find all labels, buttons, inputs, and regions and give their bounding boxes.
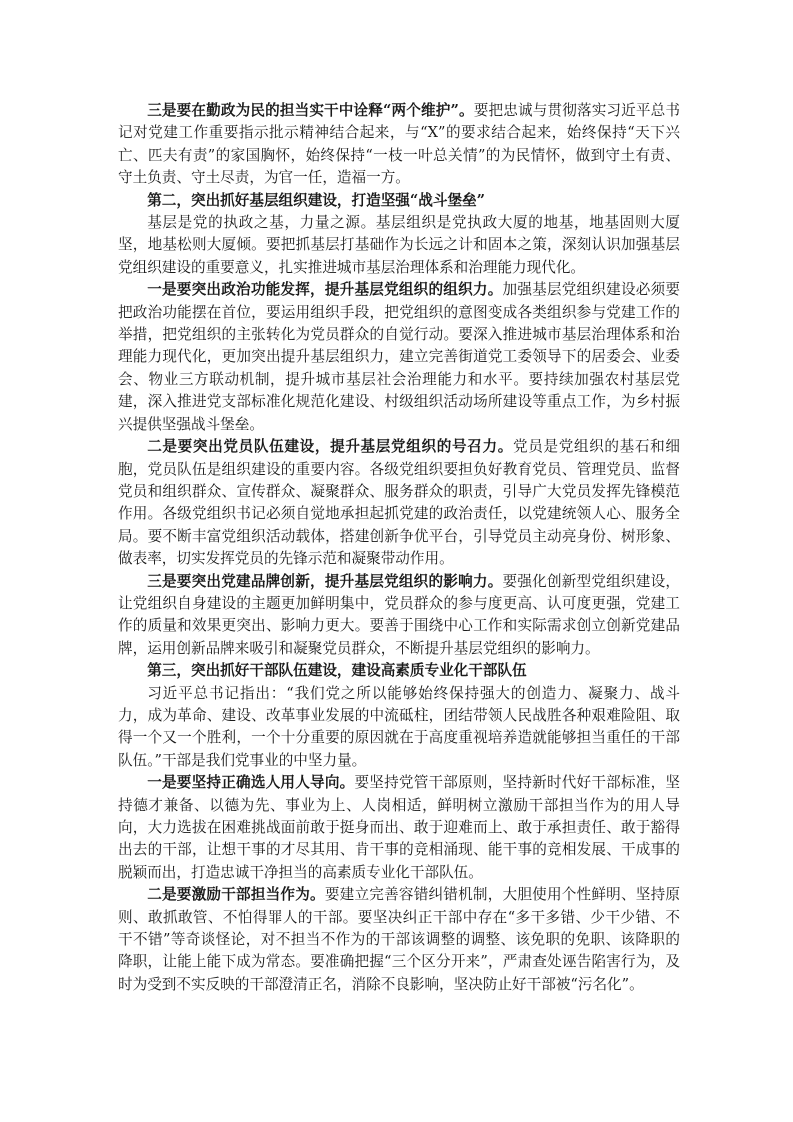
paragraph-body: 要建立完善容错纠错机制，大胆使用个性鲜明、坚持原则、敢抓敢管、不怕得罪人的干部。要坚决纠正干部中存在“多干多错、少干少错、不干不错”等奇谈怪论，对不担当不作为的干部该调整的调整、该免职的免职、该降职的降职，让能上能下成为常态。要准确把握“三个区分开来”，严肃查处诬告陷害行为，及时为受到不实反映的干部澄清正名，消除不良影响，坚决防止好干部被“污名化”。 — [118, 886, 680, 993]
paragraph-body: 加强基层党组织建设必须要把政治功能摆在首位，要运用组织手段，把党组织的意图变成各类组织参与党建工作的举措，把党组织的主张转化为党员群众的自觉行动。要深入推进城市基层治理体系和治理能力现代化，更加突出提升基层组织力，建立完善街道党工委领导下的居委会、业委会、物业三方联动机制，提升城市基层社会治理能力和水平。要持续加强农村基层党建，深入推进党支部标准化规范化建设、村级组织活动场所建设等重点工作，为乡村振兴提供坚强战斗堡垒。 — [118, 281, 680, 433]
paragraph-lead: 三是要突出党建品牌创新，提升基层党组织的影响力。 — [147, 572, 503, 590]
paragraph-body: 要强化创新型党组织建设，让党组织自身建设的主题更加鲜明集中，党员群众的参与度更高、认可度更强，党建工作的质量和效果更突出、影响力更大。要善于围绕中心工作和实际需求创立创新党建品牌，运用创新品牌来吸引和凝聚党员群众，不断提升基层党组织的影响力。 — [118, 572, 680, 657]
paragraph-lead: 一是要突出政治功能发挥，提升基层党组织的组织力。 — [147, 281, 503, 299]
paragraph-two-safeguards — [118, 100, 680, 190]
paragraph-lead: 三是要在勤政为民的担当实干中诠释“两个维护”。 — [147, 102, 474, 119]
paragraph-cadre-quote — [118, 683, 680, 773]
paragraph-selection-orientation — [118, 772, 680, 884]
document-page — [118, 100, 680, 996]
paragraph-cadre-incentive — [118, 884, 680, 996]
paragraph-body: 党员是党组织的基石和细胞，党员队伍是组织建设的重要内容。各级党组织要担负好教育党员、管理党员、监督党员和组织群众、宣传群众、凝聚群众、服务群众的职责，引导广大党员发挥先锋模范作用。各级党组织书记必须自觉地承担起抓党建的政治责任，以党建统领人心、服务全局。要不断丰富党组织活动载体，搭建创新争优平台，引导党员主动亮身份、树形象、做表率，切实发挥党员的先锋示范和凝聚带动作用。 — [118, 438, 680, 568]
paragraph-lead: 二是要突出党员队伍建设，提升基层党组织的号召力。 — [147, 438, 513, 456]
paragraph-body: 基层是党的执政之基，力量之源。基层组织是党执政大厦的地基，地基固则大厦坚，地基松则大厦倾。要把抓基层打基础作为长远之计和固本之策，深刻认识加强基层党组织建设的重要意义，扎实推进城市基层治理体系和治理能力现代化。 — [118, 214, 680, 276]
paragraph-body: 要把忠诚与贯彻落实习近平总书记对党建工作重要指示批示精神结合起来，与“X”的要求结合起来，始终保持“天下兴亡、匹夫有责”的家国胸怀，始终保持“一枝一叶总关情”的为民情怀，做到守土有责、守土负责、守土尽责，为官一任，造福一方。 — [118, 102, 680, 187]
paragraph-influence-power — [118, 571, 680, 661]
paragraph-lead: 一是要坚持正确选人用人导向。 — [147, 774, 355, 792]
section-heading-cadre-team: 第三，突出抓好干部队伍建设，建设高素质专业化干部队伍 — [147, 662, 527, 680]
paragraph-organizational-power — [118, 279, 680, 436]
paragraph-body: 要坚持党管干部原则，坚持新时代好干部标准，坚持德才兼备、以德为先、事业为上、人岗相适，鲜明树立激励干部担当作为的用人导向，大力选拔在困难挑战面前敢于挺身而出、敢于迎难而上、敢于承担责任、敢于豁得出去的干部，让想干事的才尽其用、肯干事的竞相涌现、能干事的竞相发展、干成事的脱颖而出，打造忠诚干净担当的高素质专业化干部队伍。 — [118, 774, 680, 881]
paragraph-lead: 二是要激励干部担当作为。 — [147, 886, 325, 904]
paragraph-body: 习近平总书记指出：“我们党之所以能够始终保持强大的创造力、凝聚力、战斗力，成为革命、建设、改革事业发展的中流砥柱，团结带领人民战胜各种艰难险阻、取得一个又一个胜利，一个十分重要的原因就在于高度重视培养造就能够担当重任的干部队伍。”干部是我们党事业的中坚力量。 — [118, 684, 680, 769]
paragraph-appeal-power — [118, 436, 680, 570]
section-heading-grassroots: 第二，突出抓好基层组织建设，打造坚强“战斗堡垒” — [147, 191, 486, 209]
paragraph-grassroots-intro — [118, 212, 680, 279]
